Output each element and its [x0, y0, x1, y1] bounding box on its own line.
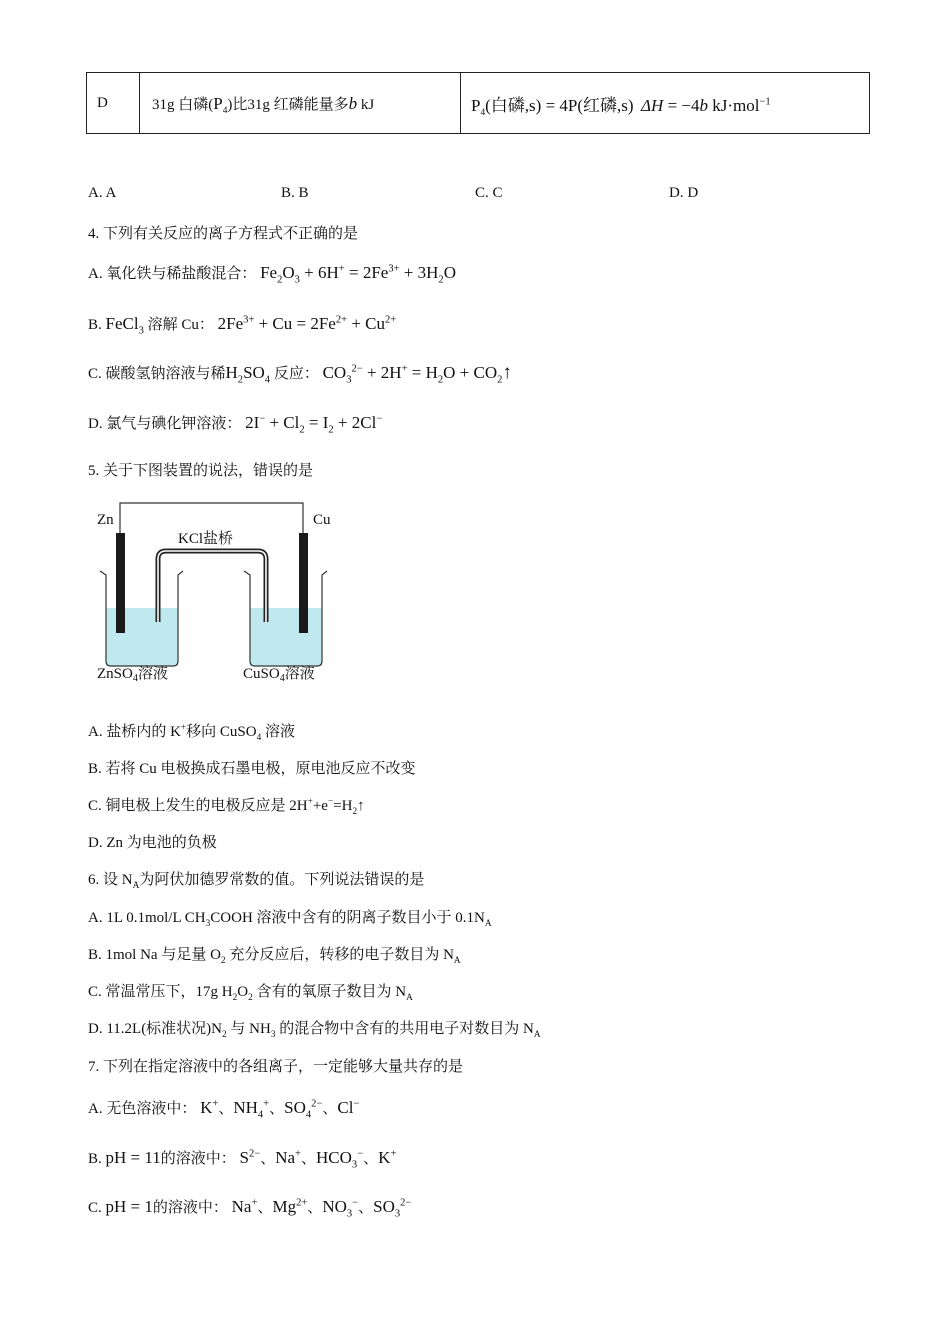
cu-electrode	[299, 533, 308, 633]
q5-option-b[interactable]: B. 若将 Cu 电极换成石墨电极，原电池反应不改变	[88, 761, 416, 777]
row-label: D	[87, 73, 140, 134]
left-solution-label: ZnSO$_4$溶液	[97, 666, 168, 684]
q6-option-c[interactable]: C. 常温常压下，17g $H_2O_2$ 含有的氧原子数目为 $N_A$	[88, 984, 413, 1003]
table-row	[87, 73, 870, 134]
q4-option-a[interactable]: A. 氧化铁与稀盐酸混合： $Fe_2O_3 + 6H^+ = 2Fe^{3+} + 3H_2O$	[88, 263, 456, 286]
q7-option-c[interactable]: C. pH = 1的溶液中： Na+、$Mg^{2+}$、$NO_3^-$、$SO_3^{2-}$	[88, 1197, 412, 1220]
q5-option-a[interactable]: A. 盐桥内的 K+移向 CuSO$_4$ 溶液	[88, 723, 296, 743]
q4-stem: 4. 下列有关反应的离子方程式不正确的是	[88, 226, 359, 242]
q7-stem: 7. 下列在指定溶液中的各组离子，一定能够大量共存的是	[88, 1059, 464, 1075]
q6-option-a[interactable]: A. 1L 0.1mol/L $CH_3COOH$ 溶液中含有的阴离子数目小于 $0.1N_A$	[88, 910, 492, 929]
gas-arrow-icon: ↑	[502, 362, 512, 383]
galvanic-cell-diagram	[88, 495, 358, 695]
choice-d[interactable]: D. D	[669, 185, 699, 201]
choice-a[interactable]: A. A	[88, 185, 117, 201]
q5-option-c[interactable]: C. 铜电极上发生的电极反应是 $2H^++e^-=H_2↑$	[88, 797, 365, 817]
options-table	[86, 72, 870, 134]
zn-electrode	[116, 533, 125, 633]
row-equation: $P_4$(白磷,s) = 4P(红磷,s) ΔH = −4b kJ·mol$^{-1}$	[461, 73, 870, 134]
q7-option-b[interactable]: B. pH = 11的溶液中： $S^{2-}$、Na+、$HCO_3^-$、K+	[88, 1148, 397, 1171]
right-solution	[250, 608, 322, 666]
q6-option-d[interactable]: D. 11.2L(标准状况)$N_2$ 与 $NH_3$ 的混合物中含有的共用电子对数目为 $N_A$	[88, 1021, 541, 1040]
q5-stem: 5. 关于下图装置的说法，错误的是	[88, 463, 314, 479]
q7-option-a[interactable]: A. 无色溶液中： K+、$NH_4^+$、$SO_4^{2-}$、Cl−	[88, 1098, 360, 1121]
q6-stem: 6. 设 $N_A$为阿伏加德罗常数的值。下列说法错误的是	[88, 872, 425, 891]
choice-b[interactable]: B. B	[281, 185, 309, 201]
q5-option-d[interactable]: D. Zn 为电池的负极	[88, 835, 217, 851]
zn-label: Zn	[97, 512, 114, 528]
right-solution-label: CuSO$_4$溶液	[243, 666, 315, 684]
q4-option-d[interactable]: D. 氯气与碘化钾溶液： $2I^- + Cl_2 = I_2 + 2Cl^-$	[88, 413, 383, 436]
choice-c[interactable]: C. C	[475, 185, 503, 201]
q4-option-c[interactable]: C. 碳酸氢钠溶液与稀$H_2SO_4$ 反应： $CO_3^{2-} + 2H^+ = H_2O$ + $CO_2↑$	[88, 362, 512, 386]
q6-option-b[interactable]: B. 1mol Na 与足量 $O_2$ 充分反应后，转移的电子数目为 $N_A$	[88, 947, 461, 966]
bridge-label: KCl盐桥	[178, 531, 234, 547]
cu-label: Cu	[313, 512, 331, 528]
q4-option-b[interactable]: B. FeCl$_3$ 溶解 Cu： $2Fe^{3+} + Cu = 2Fe^{2+} + Cu^{2+}$	[88, 314, 397, 337]
row-statement: 31g 白磷$(P_4)$比31g 红磷能量多b kJ	[140, 73, 461, 134]
